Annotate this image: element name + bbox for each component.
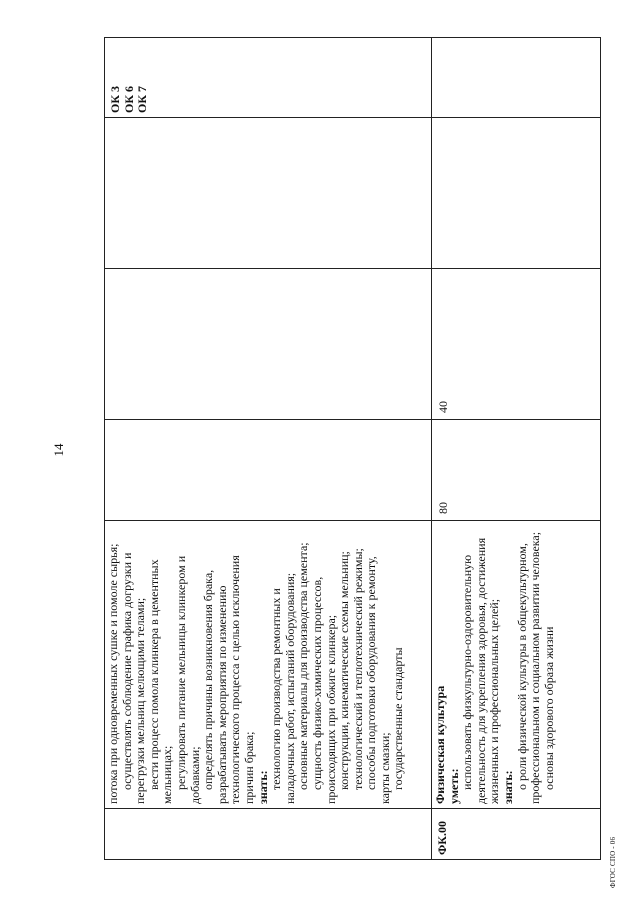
text-line: знать:: [500, 770, 515, 804]
row2-text-cell: [432, 521, 601, 809]
row1-code-cell: [105, 809, 432, 860]
competency-code: ОК 3: [108, 85, 122, 113]
text-line: государственные стандарты: [391, 647, 406, 790]
row1-competencies-cell: [105, 38, 432, 118]
text-line: регулировать питание мельницы клинкером и добавками;: [173, 555, 202, 804]
table-row: [105, 38, 432, 860]
row1-class-hours-cell: [105, 269, 432, 420]
text-line: потока при одновременных сушке и помоле сырья;: [106, 543, 120, 804]
competency-code: ОК 7: [135, 85, 150, 113]
page-number: 14: [51, 443, 66, 457]
row1-class-hours: [105, 269, 113, 419]
text-line: технологический и теплотехнический режимы;: [350, 548, 365, 790]
text-line: определять причины возникновения брака, разрабатывать мероприятия по изменению технологического процесса с целью исключения причин брака;: [201, 555, 256, 804]
text-line: конструкции, кинематические схемы мельниц;: [337, 551, 352, 790]
text-line: Физическая культура: [433, 685, 447, 804]
text-line: осуществлять соблюдение графика догрузки и перегрузки мельниц мелющими телами;: [119, 552, 148, 804]
row2-max-hours: 80: [436, 502, 450, 514]
row1-requirements-text: [105, 521, 406, 808]
text-line: способы подготовки оборудования к ремонту, карты смазки;: [364, 556, 392, 804]
text-line: уметь:: [446, 768, 461, 804]
text-line: сущность физико-химических процессов, происходящих при обжиге клинкера;: [309, 576, 338, 804]
table-row: [432, 38, 601, 860]
curriculum-table: [104, 37, 601, 860]
competency-code: ОК 6: [121, 85, 136, 113]
row1-text-cell: [105, 521, 432, 809]
row2-code-cell: [432, 809, 601, 860]
row1-max-hours: [105, 420, 113, 520]
row2-class-hours-cell: [432, 269, 601, 420]
row2-class-hours: 40: [436, 401, 450, 413]
row1-competencies: [105, 38, 154, 117]
row2-code: ФК.00: [435, 820, 449, 855]
footer-label: ФГОС СПО - 06: [609, 836, 617, 888]
text-line: основные материалы для производства цемента;: [296, 542, 311, 790]
text-line: использовать физкультурно-оздоровительную деятельность для укрепления здоровья, достижения жизненных и профессиональных целей;: [460, 537, 502, 804]
row2-competencies-cell: [432, 38, 601, 118]
row2-mdk: [432, 118, 440, 268]
text-line: вести процесс помола клинкера в цементных мельницах;: [146, 559, 175, 804]
text-line: технологию производства ремонтных и наладочных работ, испытаний оборудования;: [269, 572, 297, 804]
text-line: о роли физической культуры в общекультурном, профессиональном и социальном развитии человека;: [514, 531, 543, 804]
row1-mdk-cell: [105, 118, 432, 269]
text-line: основы здорового образа жизни: [541, 626, 556, 790]
text-line: знать:: [255, 770, 270, 804]
row1-max-hours-cell: [105, 420, 432, 521]
row2-mdk-cell: [432, 118, 601, 269]
row1-code: [105, 809, 111, 859]
row2-requirements-text: [432, 521, 556, 808]
row2-competencies: [432, 38, 440, 117]
row1-mdk: [105, 118, 113, 268]
row2-max-hours-cell: [432, 420, 601, 521]
